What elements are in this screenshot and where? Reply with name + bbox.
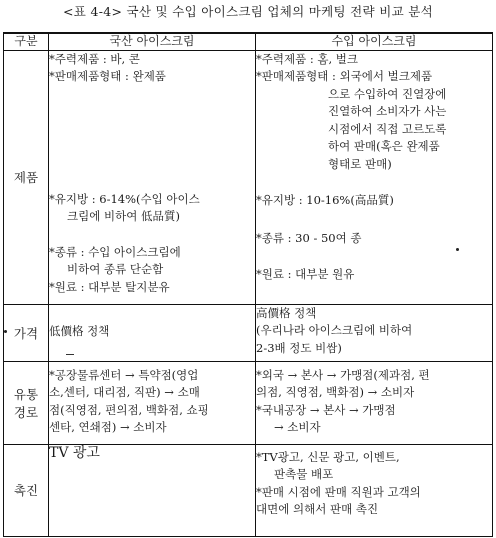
- product-imported-line: 으로 수입하여 진열장에: [328, 86, 447, 101]
- distribution-domestic-line: *공장물류센터 → 특약점(영업: [49, 367, 199, 382]
- promotion-imported-line: *판매 시점에 판매 직원과 고객의: [256, 484, 421, 499]
- product-imported-line: 진열하여 소비자가 사는: [328, 104, 447, 119]
- price-imported-line: 2-3배 정도 비쌈): [256, 340, 342, 355]
- marketing-comparison-table: [3, 32, 493, 537]
- row-label-distribution: 유통 경로: [4, 361, 49, 444]
- product-imported-cell: [256, 50, 493, 304]
- distribution-imported-line: → 소비자: [274, 420, 321, 435]
- promotion-domestic-cell: [49, 444, 256, 537]
- scan-speck: [456, 248, 459, 251]
- product-domestic-line: *주력제품 : 바, 콘: [49, 51, 140, 66]
- product-imported-line: *주력제품 : 홈, 벌크: [256, 51, 359, 66]
- distribution-imported-line: *외국 → 본사 → 가맹점(제과점, 편: [256, 367, 430, 382]
- promotion-imported-cell: [256, 444, 493, 537]
- table-caption: <표 4-4> 국산 및 수입 아이스크림 업체의 마케팅 전략 비교 분석: [63, 4, 433, 19]
- product-domestic-line: *종류 : 수입 아이스크림에: [49, 244, 181, 259]
- distribution-imported-cell: [256, 361, 493, 444]
- scan-speck: [66, 354, 74, 355]
- distribution-imported-line: 의점, 직영점, 백화점) → 소비자: [256, 385, 415, 400]
- table-row-promotion: [4, 444, 493, 537]
- product-domestic-line: 크림에 비하여 低品質): [67, 209, 180, 224]
- distribution-domestic-cell: [49, 361, 256, 444]
- price-imported-line: 高價格 정책: [256, 305, 317, 320]
- distribution-domestic-line: 점(직영점, 편의점, 백화점, 쇼핑: [49, 402, 209, 417]
- product-imported-line: *원료 : 대부분 원유: [256, 266, 355, 281]
- table-row-price: [4, 304, 493, 361]
- product-domestic-line: *유지방 : 6-14%(수입 아이스: [49, 191, 200, 206]
- row-label-price: 가격: [4, 304, 49, 361]
- header-category: 구분: [4, 33, 49, 50]
- promotion-imported-line: *TV광고, 신문 광고, 이벤트,: [256, 449, 400, 464]
- product-domestic-line: *원료 : 대부분 탈지분유: [49, 280, 170, 295]
- distribution-imported-line: *국내공장 → 본사 → 가맹점: [256, 402, 396, 417]
- product-domestic-cell: [49, 50, 256, 304]
- promotion-domestic-line: TV 광고: [49, 444, 100, 461]
- product-domestic-line: 비하여 종류 단순함: [67, 262, 164, 277]
- table-header-row: [4, 33, 493, 50]
- distribution-domestic-line: 소,센터, 대리점, 직판) → 소매: [49, 385, 200, 400]
- table-row-product: [4, 50, 493, 304]
- distribution-domestic-line: 센타, 연쇄점) → 소비자: [49, 420, 167, 435]
- product-imported-line: *유지방 : 10-16%(高品質): [256, 192, 394, 207]
- product-imported-line: *종류 : 30 - 50여 종: [256, 231, 362, 246]
- row-label-promotion: 촉진: [4, 444, 49, 537]
- product-imported-line: 하여 판매(혹은 완제품: [328, 139, 440, 154]
- product-domestic-line: *판매제품형태 : 완제품: [49, 69, 166, 84]
- scan-speck: [4, 330, 7, 333]
- price-domestic-line: 低價格 정책: [49, 323, 110, 338]
- price-imported-cell: [256, 304, 493, 361]
- header-imported: 수입 아이스크림: [256, 33, 493, 50]
- promotion-imported-line: 대면에 의해서 판매 촉진: [256, 502, 379, 517]
- product-imported-line: 형태로 판매): [328, 157, 392, 172]
- product-imported-line: *판매제품형태 : 외국에서 벌크제품: [256, 69, 433, 84]
- product-imported-line: 시점에서 직접 고르도록: [328, 121, 447, 136]
- promotion-imported-line: 판촉물 배포: [274, 467, 334, 482]
- table-row-distribution: [4, 361, 493, 444]
- price-domestic-cell: [49, 304, 256, 361]
- row-label-product: 제품: [4, 50, 49, 304]
- header-domestic: 국산 아이스크림: [49, 33, 256, 50]
- price-imported-line: (우리나라 아이스크림에 비하여: [256, 323, 413, 338]
